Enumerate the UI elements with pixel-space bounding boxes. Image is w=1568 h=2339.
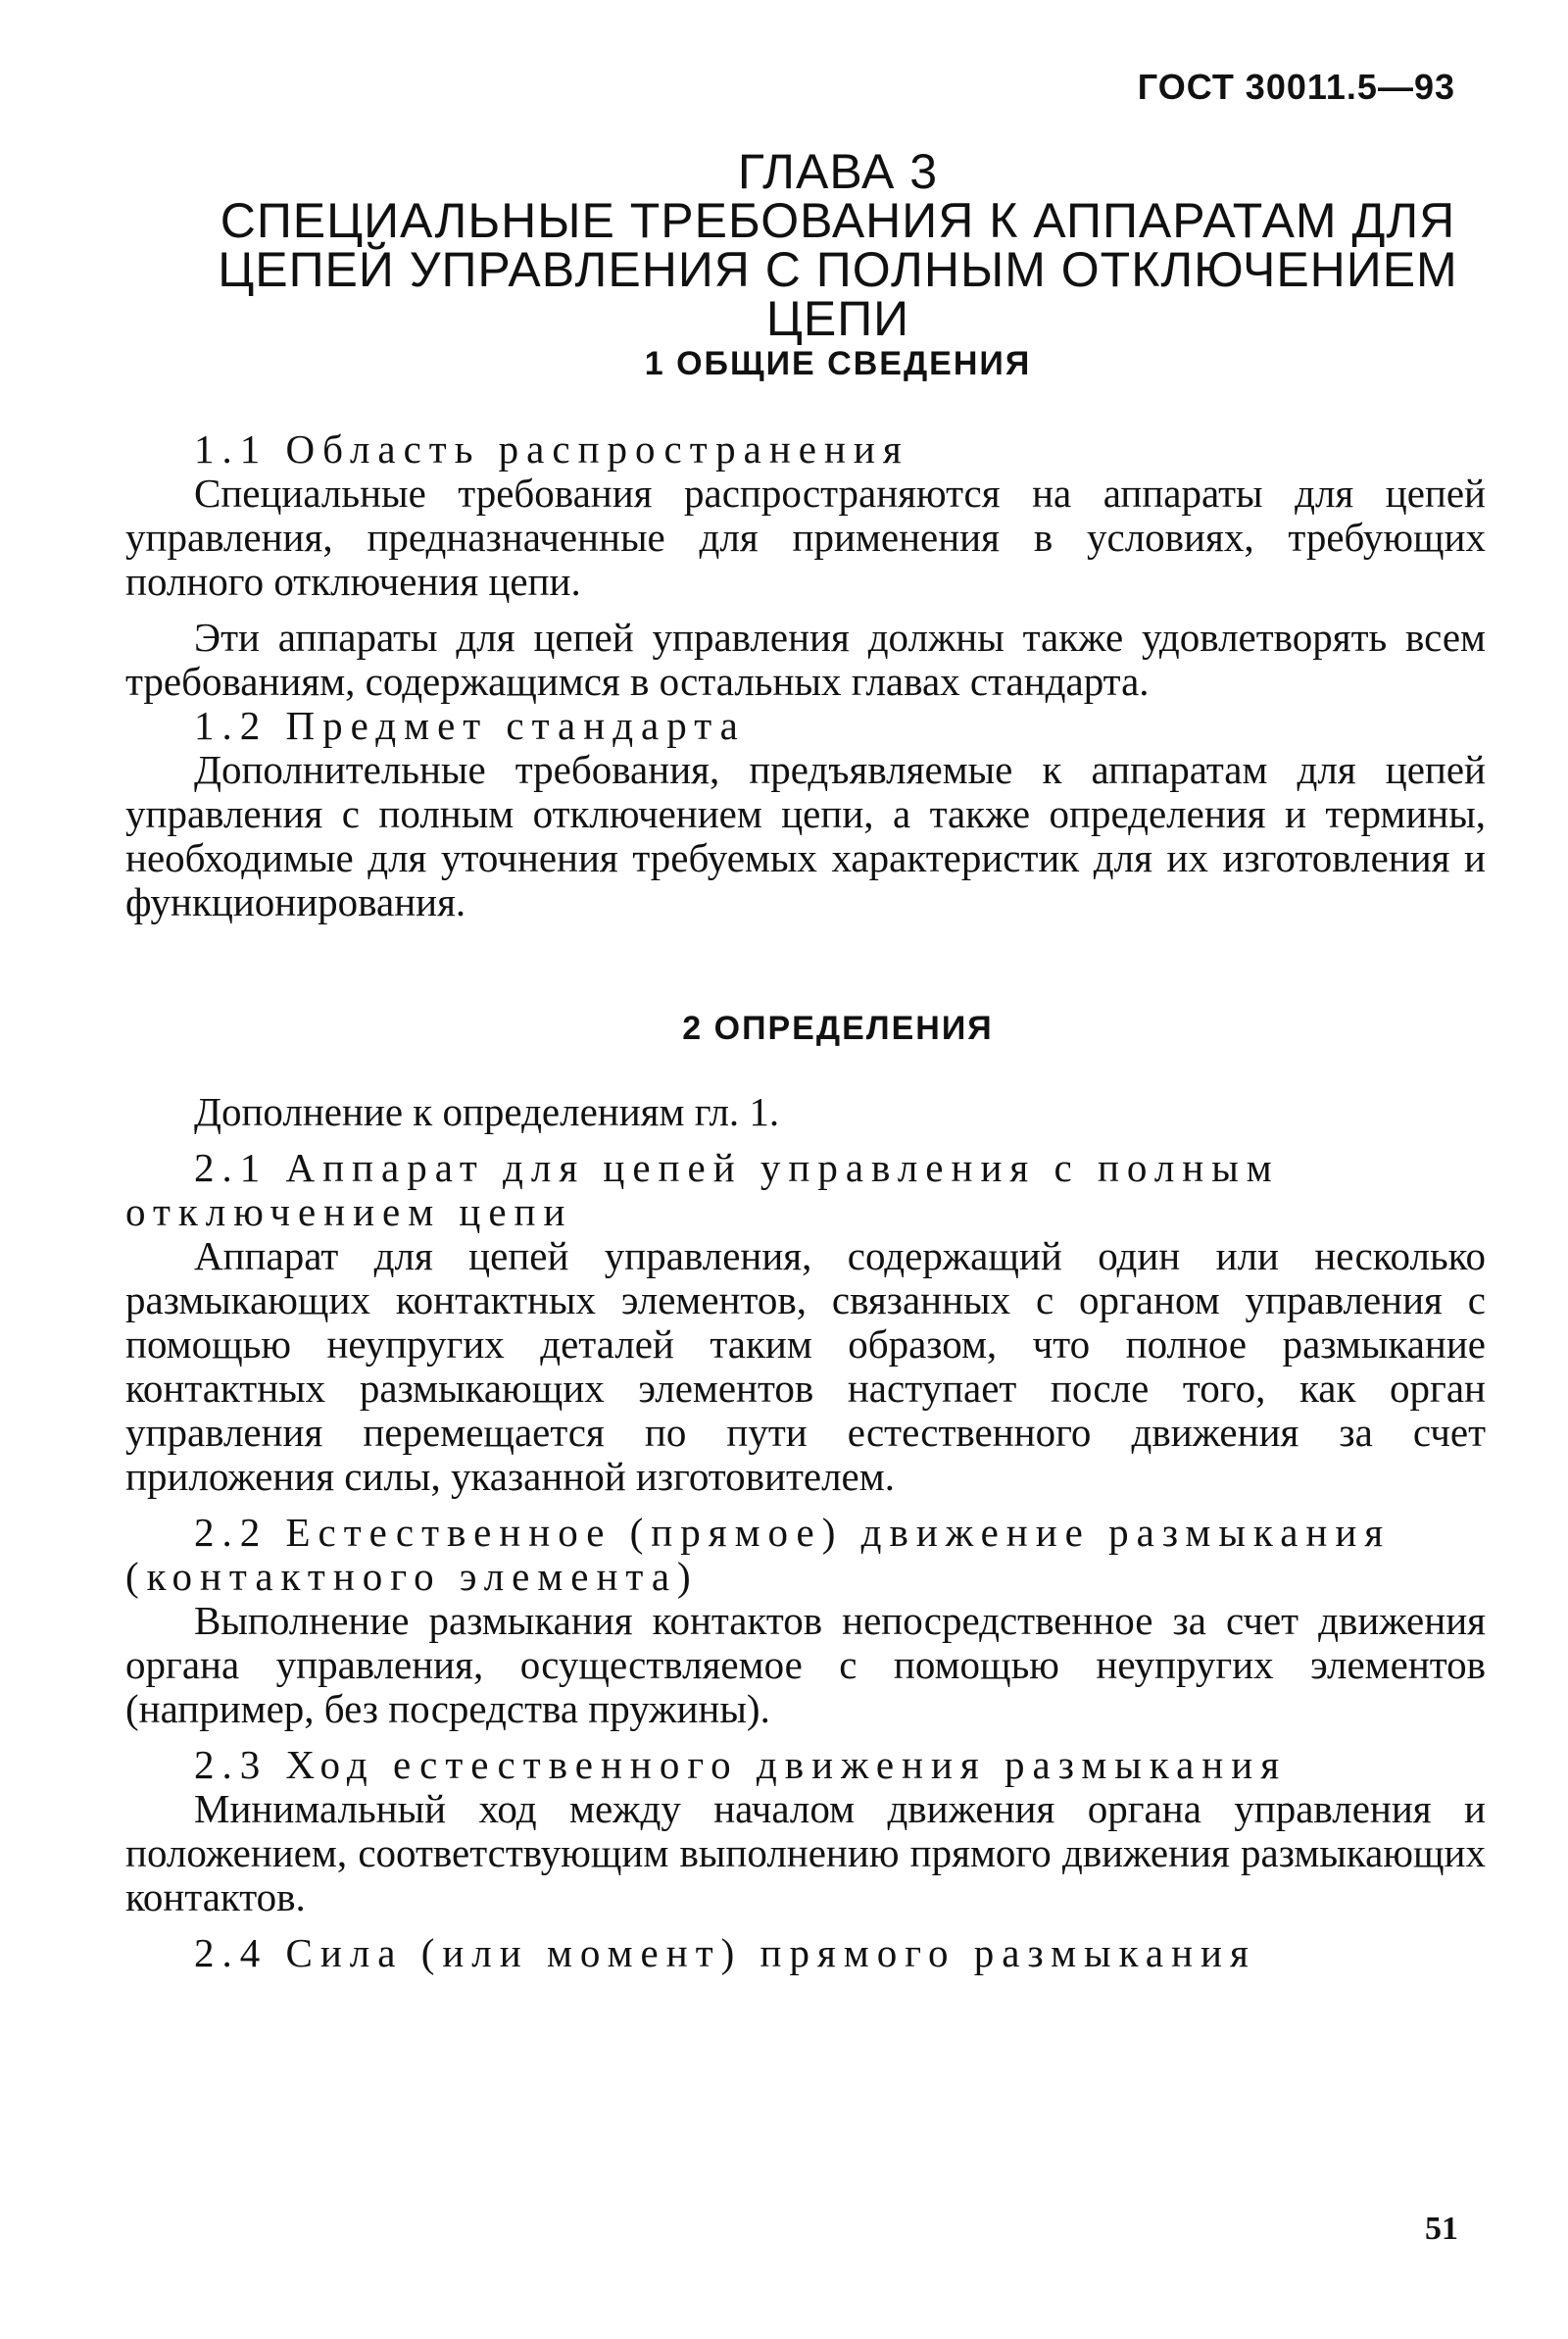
- page-number: 51: [1425, 2211, 1458, 2247]
- item-2-3-title: 2.3 Ход естественного движения размыкания: [194, 1742, 1288, 1787]
- item-2-4-title: 2.4 Сила (или момент) прямого размыкания: [194, 1930, 1256, 1975]
- section-1-heading: 1 ОБЩИЕ СВЕДЕНИЯ: [644, 345, 1032, 382]
- item-1-1-paragraph-1: Специальные требования распространяются на аппараты для цепей управления, предназначенные для применения в условиях, требующих полного отключения цепи.: [125, 471, 1486, 604]
- section-2-heading: 2 ОПРЕДЕЛЕНИЯ: [682, 1010, 994, 1047]
- chapter-title: [191, 144, 1485, 346]
- section-2-intro: Дополнение к определениям гл. 1.: [194, 1089, 780, 1134]
- standard-code: ГОСТ 30011.5—93: [1137, 67, 1455, 107]
- item-2-3-text: Минимальный ход между началом движения органа управления и положением, соответствующим выполнению прямого движения размыкающих контактов.: [125, 1786, 1486, 1919]
- chapter-title-line-1: СПЕЦИАЛЬНЫЕ ТРЕБОВАНИЯ К АППАРАТАМ ДЛЯ: [220, 193, 1456, 248]
- item-1-2-paragraph-1: Дополнительные требования, предъявляемые к аппаратам для цепей управления с полным отключением цепи, а также определения и термины, необходимые для уточнения требуемых характеристик для их изготовления и функционирования.: [125, 747, 1486, 924]
- item-2-1-text: Аппарат для цепей управления, содержащий один или несколько размыкающих контактных элементов, связанных с органом управления с помощью неупругих деталей таким образом, что полное размыкание контактных размыкающих элементов наступает после того, как орган управления перемещается по пути естественного движения за счет приложения силы, указанной изготовителем.: [125, 1233, 1486, 1499]
- item-1-1-title: 1.1 Область распространения: [194, 426, 909, 472]
- chapter-number: ГЛАВА 3: [737, 144, 939, 199]
- section-2-body: [125, 1090, 1486, 1975]
- item-1-2-title: 1.2 Предмет стандарта: [194, 703, 746, 748]
- item-2-2-title: 2.2 Естественное (прямое) движение размыкания (контактного элемента): [125, 1510, 1392, 1599]
- item-2-2-text: Выполнение размыкания контактов непосредственное за счет движения органа управления, осуществляемое с помощью неупругих элементов (например, без посредства пружины).: [125, 1598, 1486, 1731]
- chapter-title-line-2: ЦЕПЕЙ УПРАВЛЕНИЯ С ПОЛНЫМ ОТКЛЮЧЕНИЕМ ЦЕПИ: [218, 242, 1458, 346]
- item-2-1-title: 2.1 Аппарат для цепей управления с полным отключением цепи: [125, 1145, 1280, 1234]
- section-1-body: [125, 427, 1486, 924]
- item-1-1-paragraph-2: Эти аппараты для цепей управления должны также удовлетворять всем требованиям, содержащимся в остальных главах стандарта.: [125, 615, 1486, 704]
